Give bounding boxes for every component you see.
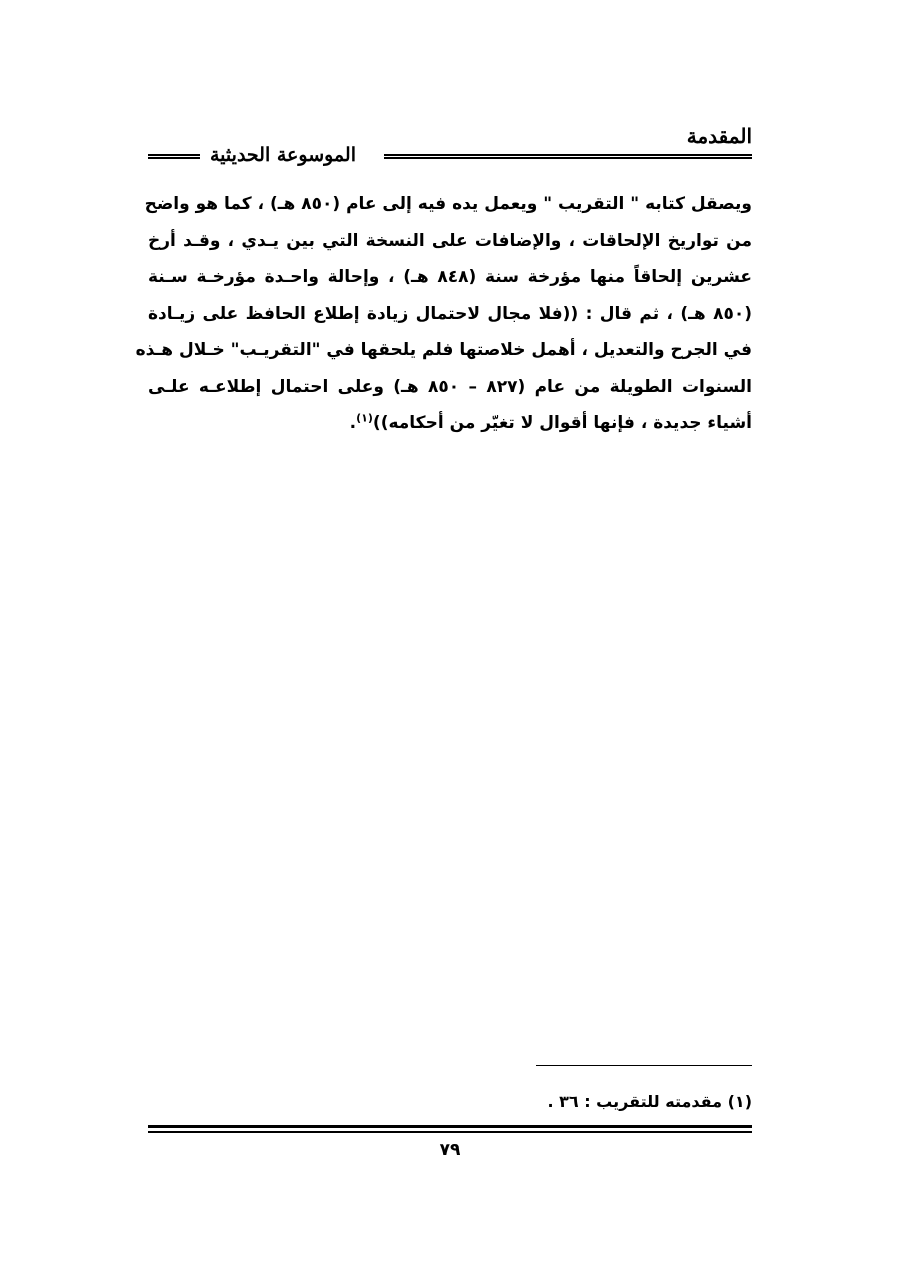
footnote-reference[interactable]: (١): [356, 411, 373, 425]
text-line: السنوات الطويلة من عام (٨٢٧ – ٨٥٠ هـ) وعلى احتمال إطلاعـه علـى: [148, 376, 752, 397]
text-line: (٨٥٠ هـ) ، ثم قال : ((فلا مجال لاحتمال زيادة إطلاع الحافظ على زيـادة: [148, 303, 752, 324]
text-line: من تواريخ الإلحاقات ، والإضافات على النسخة التي بين يـدي ، وقـد أرخ: [148, 230, 752, 251]
text-line: عشرين إلحاقاً منها مؤرخة سنة (٨٤٨ هـ) ، وإحالة واحـدة مؤرخـة سـنة: [148, 267, 752, 287]
footer-rule: [148, 1125, 752, 1133]
section-title: المقدمة: [686, 124, 752, 148]
book-title: الموسوعة الحديثية: [210, 144, 356, 166]
footnote: (١) مقدمته للتقريب : ٣٦ .: [547, 1092, 752, 1111]
footnote-separator: [536, 1065, 752, 1066]
header-rule: [384, 154, 752, 159]
text-line-content: أشياء جديدة ، فإنها أقوال لا تغيّر من أحكامه)): [372, 413, 752, 433]
text-line-last: [148, 405, 752, 442]
text-line: في الجرح والتعديل ، أهمل خلاصتها فلم يلحقها في "التقريـب" خـلال هـذه: [135, 340, 752, 360]
page-header: [148, 120, 752, 170]
page-number: ٧٩: [439, 1140, 461, 1160]
text-line: ويصقل كتابه " التقريب " ويعمل يده فيه إلى عام (٨٥٠ هـ) ، كما هو واضح: [144, 194, 752, 214]
body-paragraph: [135, 186, 752, 442]
header-rule-short: [148, 154, 200, 159]
closing-period: .: [349, 413, 357, 433]
